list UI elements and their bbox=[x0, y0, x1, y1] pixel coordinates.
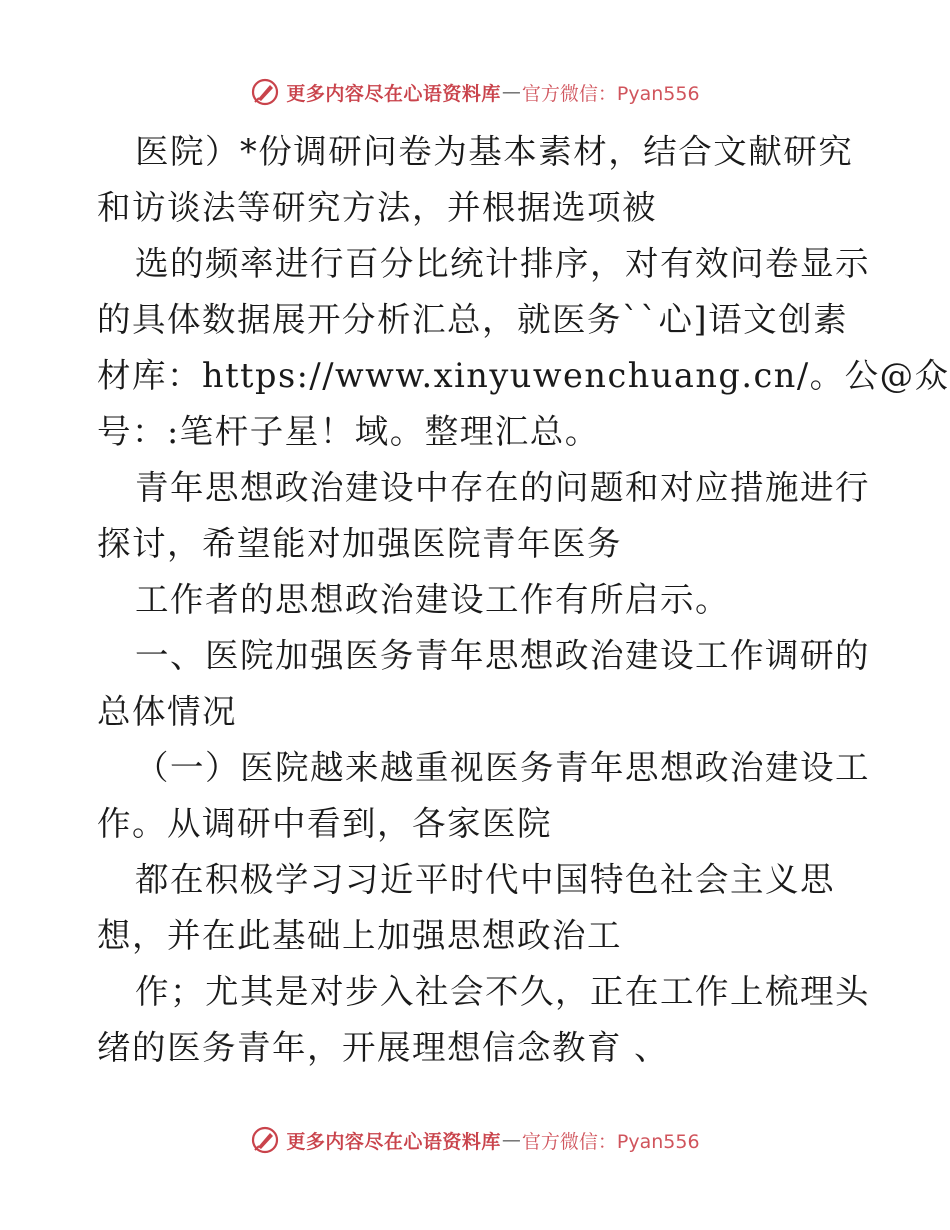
body-line: 绪的医务青年，开展理想信念教育 、 bbox=[97, 1028, 670, 1067]
document-body bbox=[97, 124, 950, 1076]
quill-circle-logo-icon bbox=[250, 1125, 280, 1155]
body-line: 青年思想政治建设中存在的问题和对应措施进行 bbox=[135, 468, 870, 507]
body-line-url-text: 材库：https://www.xinyuwenchuang.cn/。公@众 bbox=[97, 356, 950, 395]
body-line: 想，并在此基础上加强思想政治工 bbox=[97, 916, 622, 955]
watermark-contact-text: 官方微信：Pyan556 bbox=[521, 1130, 700, 1153]
quill-circle-logo-icon bbox=[250, 77, 280, 107]
watermark-main-text: 更多内容尽在心语资料库 bbox=[286, 82, 501, 105]
watermark-contact-text: 官方微信：Pyan556 bbox=[521, 82, 700, 105]
body-line: 作；尤其是对步入社会不久，正在工作上梳理头 bbox=[135, 972, 870, 1011]
footer-watermark bbox=[0, 1120, 950, 1160]
body-line: 都在积极学习习近平时代中国特色社会主义思 bbox=[135, 860, 835, 899]
body-line: 医院）*份调研问卷为基本素材，结合文献研究 bbox=[135, 132, 854, 171]
body-line: 选的频率进行百分比统计排序，对有效问卷显示 bbox=[135, 244, 870, 283]
header-watermark bbox=[0, 72, 950, 112]
body-line: 探讨，希望能对加强医院青年医务 bbox=[97, 524, 622, 563]
subsection-heading: （一）医院越来越重视医务青年思想政治建设工 bbox=[135, 748, 870, 787]
body-line: 作。从调研中看到，各家医院 bbox=[97, 804, 552, 843]
section-heading: 一、医院加强医务青年思想政治建设工作调研的 bbox=[135, 636, 870, 675]
section-heading-cont: 总体情况 bbox=[97, 692, 237, 731]
body-line-url bbox=[97, 348, 950, 404]
body-line: 号：:笔杆子星！域。整理汇总。 bbox=[97, 412, 600, 451]
watermark-main-text: 更多内容尽在心语资料库 bbox=[286, 1130, 501, 1153]
watermark-separator: — bbox=[501, 1129, 521, 1151]
body-line: 工作者的思想政治建设工作有所启示。 bbox=[135, 580, 730, 619]
body-line: 的具体数据展开分析汇总，就医务``心]语文创素 bbox=[97, 300, 849, 339]
watermark-separator: — bbox=[501, 81, 521, 103]
body-line: 和访谈法等研究方法，并根据选项被 bbox=[97, 188, 657, 227]
